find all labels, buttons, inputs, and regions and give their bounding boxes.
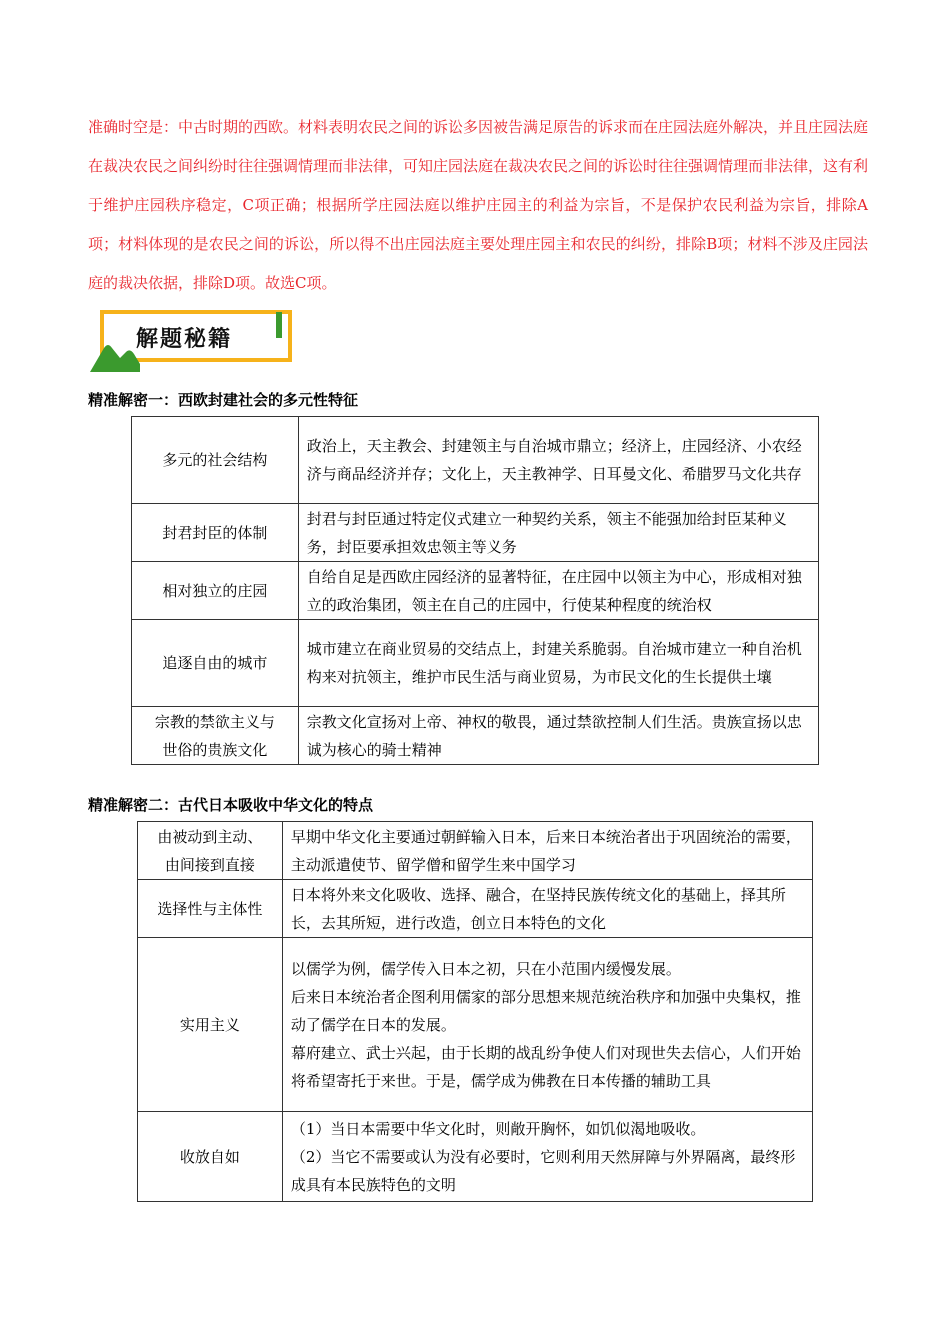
row-value: 封君与封臣通过特定仪式建立一种契约关系，领主不能强加给封臣某种义务，封臣要承担效忠领主等义务 — [298, 504, 818, 562]
row-key: 相对独立的庄园 — [132, 562, 299, 620]
row-value: 早期中华文化主要通过朝鲜输入日本，后来日本统治者出于巩固统治的需要，主动派遣使节、留学僧和留学生来中国学习 — [282, 822, 812, 880]
row-value — [282, 1112, 812, 1202]
section-banner — [90, 308, 296, 370]
table-row — [138, 822, 813, 880]
table-row — [132, 562, 819, 620]
section2-title: 精准解密二：古代日本吸收中华文化的特点 — [88, 796, 374, 814]
row-value: 政治上，天主教会、封建领主与自治城市鼎立；经济上，庄园经济、小农经济与商品经济并存；文化上，天主教神学、日耳曼文化、希腊罗马文化共存 — [298, 417, 818, 504]
table-row — [132, 707, 819, 765]
row-value: 城市建立在商业贸易的交结点上，封建关系脆弱。自治城市建立一种自治机构来对抗领主，维护市民生活与商业贸易，为市民文化的生长提供土壤 — [298, 620, 818, 707]
row-value-line: （1）当日本需要中华文化时，则敞开胸怀，如饥似渴地吸收。 — [290, 1119, 706, 1138]
table-row — [138, 1112, 813, 1202]
table-row — [138, 880, 813, 938]
answer-explanation: 准确时空是：中古时期的西欧。材料表明农民之间的诉讼多因被告满足原告的诉求而在庄园法庭外解决，并且庄园法庭在裁决农民之间纠纷时往往强调情理而非法律，可知庄园法庭在裁决农民之间的诉讼时往往强调情理而非法律，这有利于维护庄园秩序稳定，C项正确；根据所学庄园法庭以维护庄园主的利益为宗旨，不是保护农民利益为宗旨，排除A项；材料体现的是农民之间的诉讼，所以得不出庄园法庭主要处理庄园主和农民的纠纷，排除B项；材料不涉及庄园法庭的裁决依据，排除D项。故选C项。 — [88, 118, 869, 292]
row-key — [138, 822, 283, 880]
row-key: 封君封臣的体制 — [132, 504, 299, 562]
row-value-line: 以儒学为例，儒学传入日本之初，只在小范围内缓慢发展。 — [290, 959, 681, 978]
row-value-line: 幕府建立、武士兴起，由于长期的战乱纷争使人们对现世失去信心，人们开始将希望寄托于来世。于是，儒学成为佛教在日本传播的辅助工具 — [290, 1043, 801, 1090]
table-row — [132, 417, 819, 504]
section1-title: 精准解密一：西欧封建社会的多元性特征 — [88, 391, 359, 409]
section2-table — [137, 821, 813, 1202]
row-value: 自给自足是西欧庄园经济的显著特征，在庄园中以领主为中心，形成相对独立的政治集团，领主在自己的庄园中，行使某种程度的统治权 — [298, 562, 818, 620]
row-key: 选择性与主体性 — [138, 880, 283, 938]
row-key-line: 宗教的禁欲主义与 — [154, 712, 275, 731]
banner-accent-bar — [276, 312, 282, 338]
row-value: 宗教文化宣扬对上帝、神权的敬畏，通过禁欲控制人们生活。贵族宣扬以忠诚为核心的骑士精神 — [298, 707, 818, 765]
row-key-line: 世俗的贵族文化 — [162, 740, 268, 759]
row-key — [132, 707, 299, 765]
section1-table — [131, 416, 819, 765]
row-key-line: 由间接到直接 — [164, 855, 255, 874]
row-key: 追逐自由的城市 — [132, 620, 299, 707]
row-value: 日本将外来文化吸收、选择、融合，在坚持民族传统文化的基础上，择其所长，去其所短，进行改造，创立日本特色的文化 — [282, 880, 812, 938]
table-row — [132, 620, 819, 707]
hill-icon — [90, 338, 140, 372]
banner-title: 解题秘籍 — [136, 327, 233, 352]
row-key: 收放自如 — [138, 1112, 283, 1202]
table-row — [138, 938, 813, 1112]
row-value — [282, 938, 812, 1112]
row-value-line: （2）当它不需要或认为没有必要时，它则利用天然屏障与外界隔离，最终形成具有本民族特色的文明 — [290, 1147, 796, 1194]
table-row — [132, 504, 819, 562]
row-key: 多元的社会结构 — [132, 417, 299, 504]
row-value-line: 后来日本统治者企图利用儒家的部分思想来规范统治秩序和加强中央集权，推动了儒学在日本的发展。 — [290, 987, 801, 1034]
row-key-line: 由被动到主动、 — [157, 827, 263, 846]
row-key: 实用主义 — [138, 938, 283, 1112]
